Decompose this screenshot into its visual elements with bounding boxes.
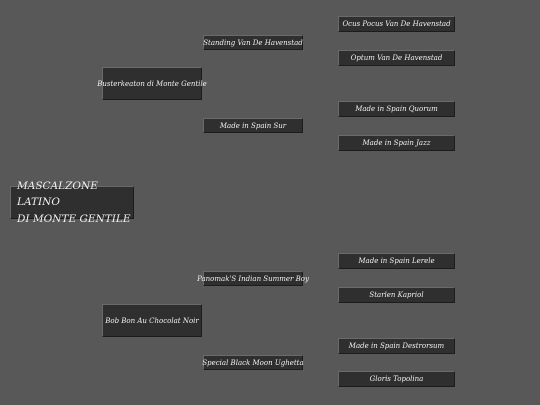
great-grandparent-box[interactable] <box>338 16 455 32</box>
great-grandparent-box[interactable] <box>338 287 455 303</box>
sire-box[interactable] <box>97 67 207 100</box>
main-dog-name-line2: DI MONTE GENTILE <box>17 212 131 225</box>
great-grandparent-name: Made in Spain Quorum <box>355 105 438 113</box>
great-grandparent-box[interactable] <box>338 101 455 117</box>
sire-name: Busterkeaton di Monte Gentile <box>97 79 207 88</box>
great-grandparent-box[interactable] <box>338 50 455 66</box>
paternal-grandsire-box[interactable] <box>203 35 303 50</box>
great-grandparent-box[interactable] <box>338 338 455 354</box>
paternal-granddam-name: Made in Spain Sur <box>219 121 287 130</box>
great-grandparent-name: Starlen Kapriol <box>369 291 424 299</box>
great-grandparent-name: Optum Van De Havenstad <box>350 54 443 62</box>
great-grandparent-name: Gloris Topolina <box>369 375 424 383</box>
main-dog-name <box>17 178 133 227</box>
maternal-grandsire-name: Panomak'S Indian Summer Boy <box>197 274 309 283</box>
maternal-grandsire-box[interactable] <box>197 271 309 286</box>
maternal-granddam-name: Special Black Moon Ughetta <box>202 358 304 367</box>
dam-box[interactable] <box>102 304 202 337</box>
dam-name: Bob Bon Au Chocolat Noir <box>105 316 199 325</box>
great-grandparent-name: Made in Spain Jazz <box>362 139 431 147</box>
great-grandparent-box[interactable] <box>338 371 455 387</box>
great-grandparent-box[interactable] <box>338 253 455 269</box>
paternal-granddam-box[interactable] <box>203 118 303 133</box>
great-grandparent-name: Made in Spain Lerele <box>358 257 435 265</box>
great-grandparent-box[interactable] <box>338 135 455 151</box>
main-dog-box[interactable] <box>10 180 134 225</box>
great-grandparent-name: Made in Spain Destrorsum <box>348 342 445 350</box>
great-grandparent-name: Ocus Pocus Van De Havenstad <box>342 20 451 28</box>
main-dog-name-line1: MASCALZONE LATINO <box>17 180 98 209</box>
paternal-grandsire-name: Standing Van De Havenstad <box>203 38 303 47</box>
maternal-granddam-box[interactable] <box>203 355 303 370</box>
